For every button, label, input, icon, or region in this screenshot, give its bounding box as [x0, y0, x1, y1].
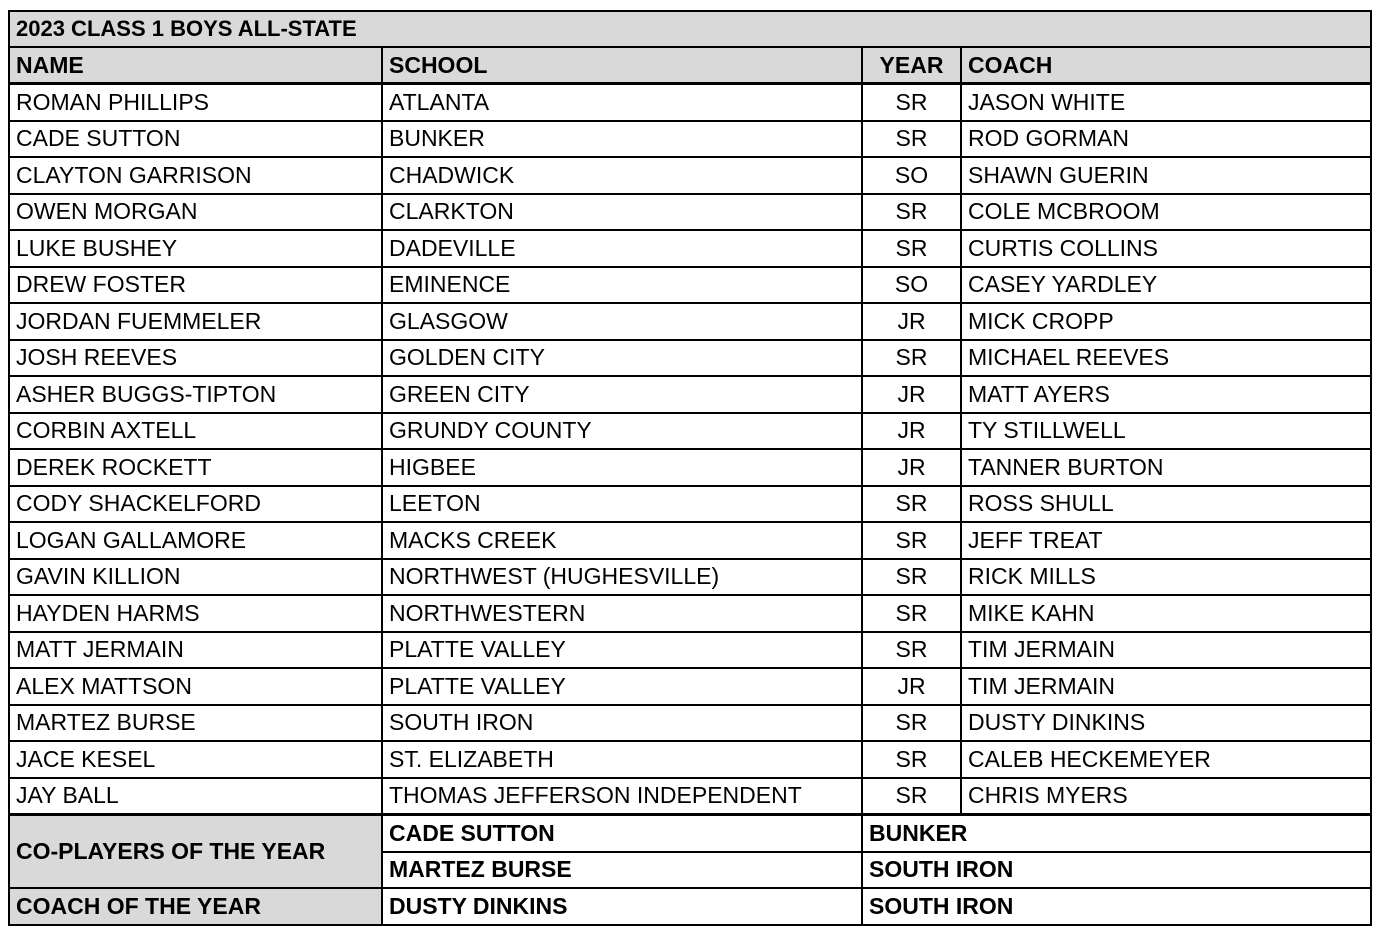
year-cell: SR — [862, 522, 961, 559]
school-cell: THOMAS JEFFERSON INDEPENDENT — [382, 778, 862, 815]
table-row — [9, 157, 1371, 194]
coach-cell: TY STILLWELL — [961, 413, 1371, 450]
player-name-cell: ALEX MATTSON — [9, 668, 382, 705]
coach-cell: RICK MILLS — [961, 559, 1371, 596]
award-player-name: CADE SUTTON — [382, 815, 862, 852]
year-cell: JR — [862, 449, 961, 486]
year-cell: SR — [862, 84, 961, 121]
year-cell: SR — [862, 121, 961, 158]
player-name-cell: MARTEZ BURSE — [9, 705, 382, 742]
player-name-cell: LOGAN GALLAMORE — [9, 522, 382, 559]
table-row — [9, 340, 1371, 377]
player-name-cell: DREW FOSTER — [9, 267, 382, 304]
year-cell: SR — [862, 559, 961, 596]
year-cell: SR — [862, 632, 961, 669]
coach-cell: DUSTY DINKINS — [961, 705, 1371, 742]
school-cell: DADEVILLE — [382, 230, 862, 267]
year-cell: SR — [862, 778, 961, 815]
school-cell: GRUNDY COUNTY — [382, 413, 862, 450]
year-cell: SR — [862, 705, 961, 742]
column-header-year: YEAR — [862, 47, 961, 84]
year-cell: JR — [862, 303, 961, 340]
award-row-players-1 — [9, 815, 1371, 852]
title-row — [9, 11, 1371, 47]
player-name-cell: JORDAN FUEMMELER — [9, 303, 382, 340]
award-coach-school: SOUTH IRON — [862, 888, 1371, 925]
school-cell: ATLANTA — [382, 84, 862, 121]
player-name-cell: OWEN MORGAN — [9, 194, 382, 231]
player-name-cell: JAY BALL — [9, 778, 382, 815]
table-row — [9, 84, 1371, 121]
school-cell: PLATTE VALLEY — [382, 668, 862, 705]
player-name-cell: DEREK ROCKETT — [9, 449, 382, 486]
player-name-cell: MATT JERMAIN — [9, 632, 382, 669]
coach-cell: COLE MCBROOM — [961, 194, 1371, 231]
table-row — [9, 413, 1371, 450]
coach-cell: JEFF TREAT — [961, 522, 1371, 559]
table-row — [9, 230, 1371, 267]
co-players-label: CO-PLAYERS OF THE YEAR — [9, 815, 382, 889]
table-row — [9, 522, 1371, 559]
year-cell: SR — [862, 741, 961, 778]
player-name-cell: HAYDEN HARMS — [9, 595, 382, 632]
table-row — [9, 486, 1371, 523]
table-row — [9, 303, 1371, 340]
column-header-coach: COACH — [961, 47, 1371, 84]
all-state-table — [8, 10, 1372, 926]
year-cell: JR — [862, 413, 961, 450]
year-cell: SR — [862, 340, 961, 377]
player-name-cell: CORBIN AXTELL — [9, 413, 382, 450]
table-row — [9, 449, 1371, 486]
player-name-cell: LUKE BUSHEY — [9, 230, 382, 267]
year-cell: JR — [862, 668, 961, 705]
school-cell: GREEN CITY — [382, 376, 862, 413]
award-player-school: SOUTH IRON — [862, 852, 1371, 889]
table-row — [9, 778, 1371, 815]
coach-cell: ROSS SHULL — [961, 486, 1371, 523]
school-cell: CHADWICK — [382, 157, 862, 194]
award-player-name: MARTEZ BURSE — [382, 852, 862, 889]
player-name-cell: ASHER BUGGS-TIPTON — [9, 376, 382, 413]
coach-cell: CURTIS COLLINS — [961, 230, 1371, 267]
player-name-cell: CADE SUTTON — [9, 121, 382, 158]
coach-cell: MICHAEL REEVES — [961, 340, 1371, 377]
coach-cell: CHRIS MYERS — [961, 778, 1371, 815]
school-cell: SOUTH IRON — [382, 705, 862, 742]
coach-cell: CALEB HECKEMEYER — [961, 741, 1371, 778]
table-title: 2023 CLASS 1 BOYS ALL-STATE — [9, 11, 1371, 47]
school-cell: EMINENCE — [382, 267, 862, 304]
year-cell: JR — [862, 376, 961, 413]
school-cell: CLARKTON — [382, 194, 862, 231]
school-cell: HIGBEE — [382, 449, 862, 486]
table-row — [9, 194, 1371, 231]
player-name-cell: JACE KESEL — [9, 741, 382, 778]
year-cell: SR — [862, 486, 961, 523]
table-row — [9, 376, 1371, 413]
school-cell: GLASGOW — [382, 303, 862, 340]
school-cell: PLATTE VALLEY — [382, 632, 862, 669]
coach-cell: MATT AYERS — [961, 376, 1371, 413]
coach-cell: ROD GORMAN — [961, 121, 1371, 158]
year-cell: SR — [862, 595, 961, 632]
table-row — [9, 632, 1371, 669]
school-cell: MACKS CREEK — [382, 522, 862, 559]
column-header-school: SCHOOL — [382, 47, 862, 84]
coach-cell: TANNER BURTON — [961, 449, 1371, 486]
coach-cell: SHAWN GUERIN — [961, 157, 1371, 194]
table-row — [9, 559, 1371, 596]
award-row-coach — [9, 888, 1371, 925]
school-cell: ST. ELIZABETH — [382, 741, 862, 778]
player-name-cell: CLAYTON GARRISON — [9, 157, 382, 194]
year-cell: SO — [862, 157, 961, 194]
school-cell: NORTHWESTERN — [382, 595, 862, 632]
column-header-name: NAME — [9, 47, 382, 84]
table-row — [9, 121, 1371, 158]
table-row — [9, 705, 1371, 742]
table-row — [9, 668, 1371, 705]
school-cell: LEETON — [382, 486, 862, 523]
table-row — [9, 741, 1371, 778]
coach-cell: JASON WHITE — [961, 84, 1371, 121]
year-cell: SR — [862, 194, 961, 231]
player-name-cell: CODY SHACKELFORD — [9, 486, 382, 523]
year-cell: SO — [862, 267, 961, 304]
coach-cell: MICK CROPP — [961, 303, 1371, 340]
coach-cell: MIKE KAHN — [961, 595, 1371, 632]
coach-cell: TIM JERMAIN — [961, 668, 1371, 705]
coach-of-year-label: COACH OF THE YEAR — [9, 888, 382, 925]
award-player-school: BUNKER — [862, 815, 1371, 852]
award-coach-name: DUSTY DINKINS — [382, 888, 862, 925]
header-row — [9, 47, 1371, 84]
player-name-cell: ROMAN PHILLIPS — [9, 84, 382, 121]
school-cell: BUNKER — [382, 121, 862, 158]
year-cell: SR — [862, 230, 961, 267]
table-row — [9, 595, 1371, 632]
school-cell: NORTHWEST (HUGHESVILLE) — [382, 559, 862, 596]
player-name-cell: GAVIN KILLION — [9, 559, 382, 596]
school-cell: GOLDEN CITY — [382, 340, 862, 377]
table-row — [9, 267, 1371, 304]
coach-cell: CASEY YARDLEY — [961, 267, 1371, 304]
player-name-cell: JOSH REEVES — [9, 340, 382, 377]
coach-cell: TIM JERMAIN — [961, 632, 1371, 669]
